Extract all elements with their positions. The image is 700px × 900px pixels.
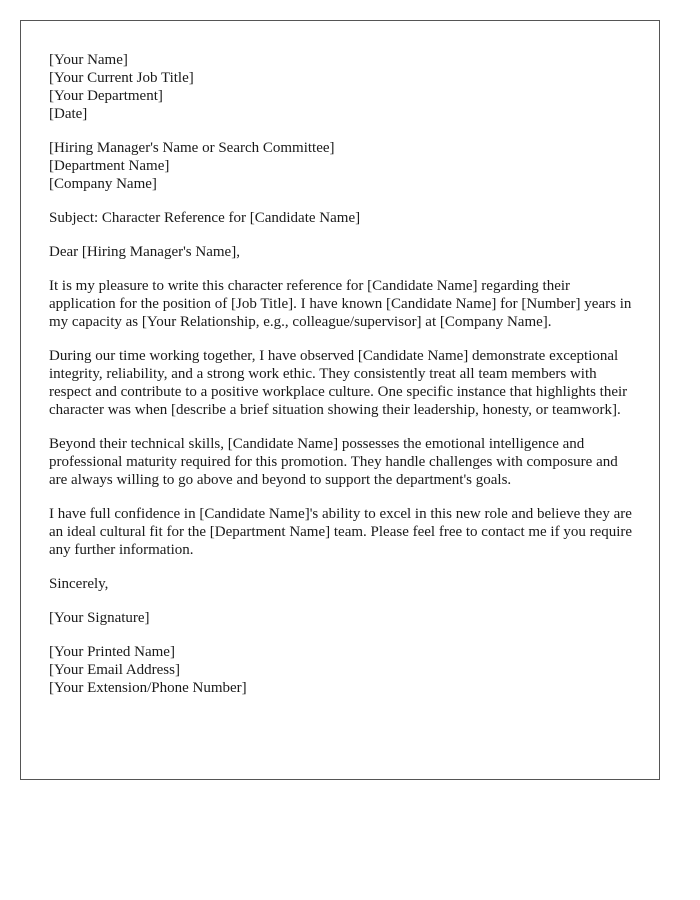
- phone-number: [Your Extension/Phone Number]: [49, 680, 247, 696]
- footer-contact-block: [49, 643, 639, 697]
- subject-line: Subject: Character Reference for [Candidate Name]: [49, 210, 361, 226]
- recipient-name: [Hiring Manager's Name or Search Committee]: [49, 140, 335, 156]
- sender-block: [49, 51, 639, 123]
- recipient-department: [Department Name]: [49, 158, 170, 174]
- signature-placeholder: [Your Signature]: [49, 610, 150, 626]
- sender-department: [Your Department]: [49, 88, 163, 104]
- salutation: Dear [Hiring Manager's Name],: [49, 244, 240, 260]
- recipient-company: [Company Name]: [49, 176, 157, 192]
- body-paragraph-observations: During our time working together, I have observed [Candidate Name] demonstrate exceptional integrity, reliability, and a strong work ethic. They consistently treat all team members with respect and contribute to a positive workplace culture. One specific instance that highlights their character was when [describe a brief situation showing their leadership, honesty, or teamwork].: [49, 348, 628, 418]
- body-paragraph-intro: It is my pleasure to write this character reference for [Candidate Name] regarding their application for the position of [Job Title]. I have known [Candidate Name] for [Number] years in my capacity as [Your Relationship, e.g., colleague/supervisor] at [Company Name].: [49, 278, 632, 330]
- sender-job-title: [Your Current Job Title]: [49, 70, 194, 86]
- recipient-block: [49, 139, 639, 193]
- letter-page: [20, 20, 660, 780]
- letter-date: [Date]: [49, 106, 88, 122]
- letter-content: [49, 51, 639, 713]
- body-paragraph-confidence: I have full confidence in [Candidate Name]'s ability to excel in this new role and believe they are an ideal cultural fit for the [Department Name] team. Please feel free to contact me if you require any further information.: [49, 506, 633, 558]
- sender-name: [Your Name]: [49, 52, 128, 68]
- email-address: [Your Email Address]: [49, 662, 180, 678]
- closing: Sincerely,: [49, 576, 109, 592]
- body-paragraph-skills: Beyond their technical skills, [Candidate Name] possesses the emotional intelligence and professional maturity required for this promotion. They handle challenges with composure and are always willing to go above and beyond to support the department's goals.: [49, 436, 618, 488]
- printed-name: [Your Printed Name]: [49, 644, 175, 660]
